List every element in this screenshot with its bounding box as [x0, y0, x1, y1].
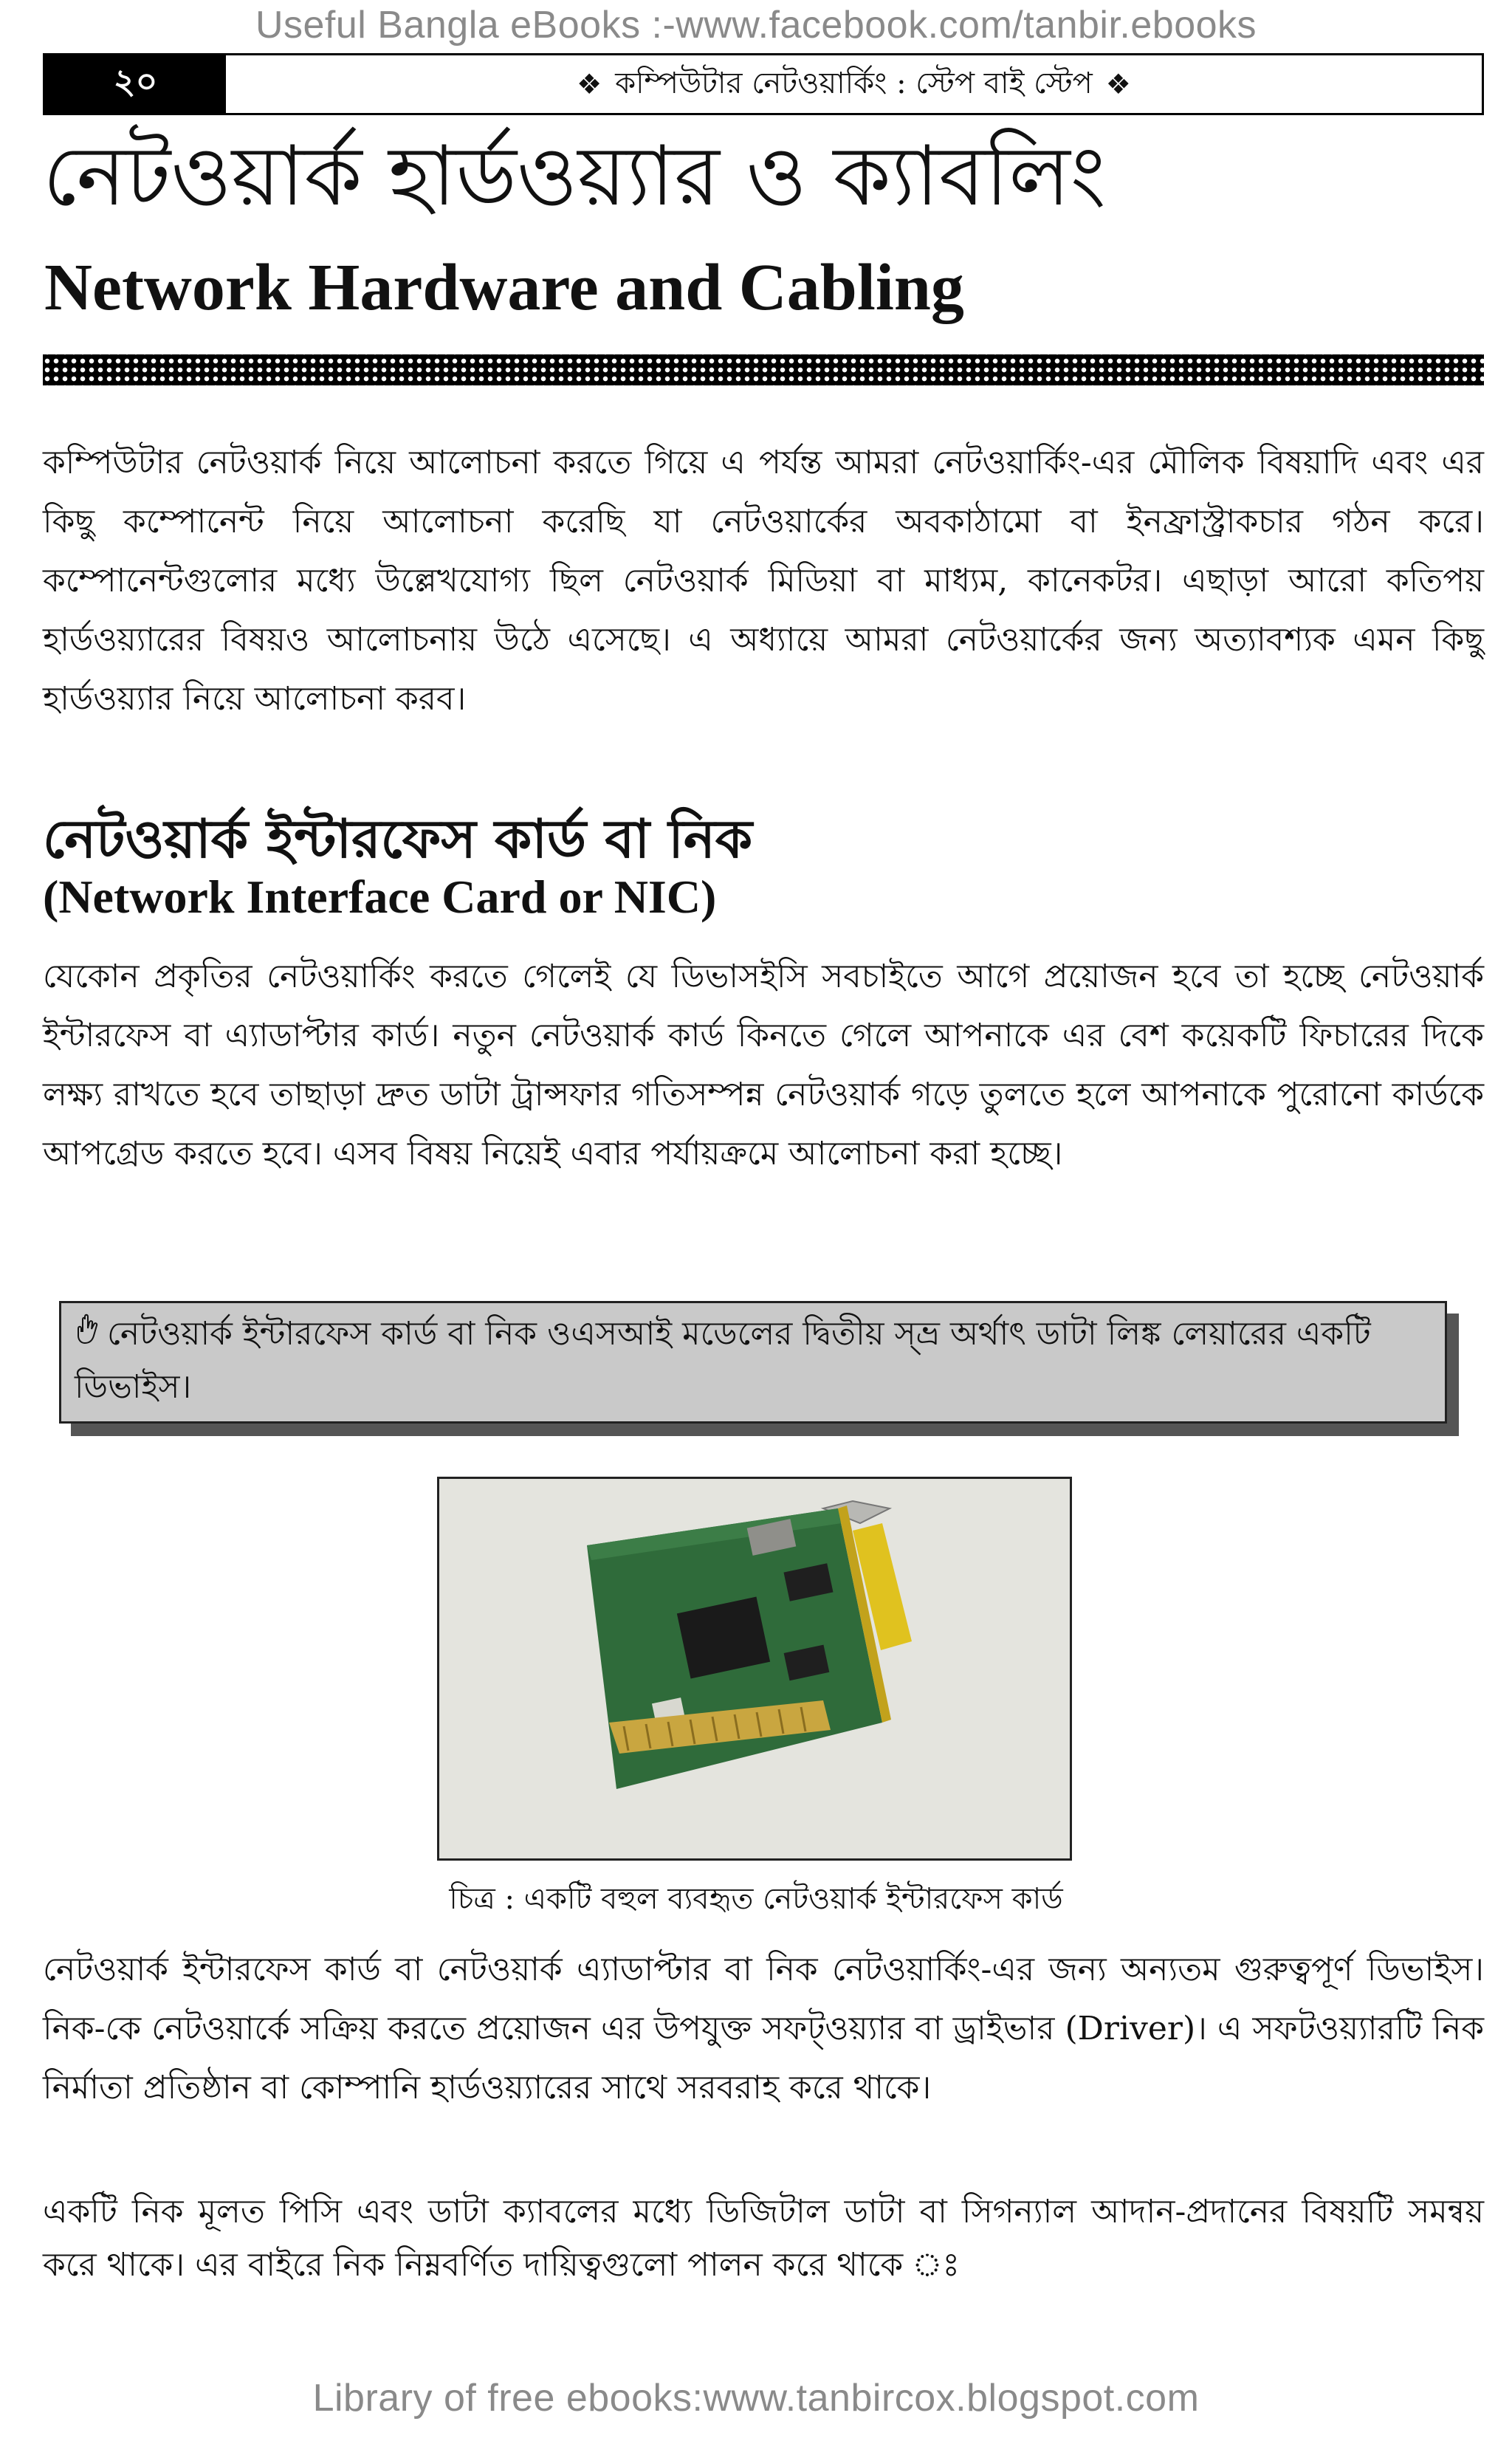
- running-title-block: [226, 55, 1482, 113]
- watermark-bottom: Library of free ebooks:www.tanbircox.blogspot.com: [312, 2377, 1200, 2420]
- nic-photo: [437, 1477, 1072, 1861]
- nic-intro-paragraph: যেকোন প্রকৃতির নেটওয়ার্কিং করতে গেলেই যে ডিভাসইসি সবচাইতে আগে প্রয়োজন হবে তা হচ্ছে নেটওয়ার্ক ইন্টারফেস বা এ্যাডাপ্টার কার্ড। নতুন নেটওয়ার্ক কার্ড কিনতে গেলে আপনাকে এর বেশ কয়েকটি ফিচারের দিকে লক্ষ্য রাখতে হবে তাছাড়া দ্রুত ডাটা ট্রান্সফার গতিসম্পন্ন নেটওয়ার্ক গড়ে তুলতে হলে আপনাকে পুরোনো কার্ডকে আপগ্রেড করতে হবে। এসব বিষয় নিয়েই এবার পর্যায়ক্রমে আলোচনা করা হচ্ছে।: [43, 958, 1484, 1172]
- nic-driver-paragraph: নেটওয়ার্ক ইন্টারফেস কার্ড বা নেটওয়ার্ক এ্যাডাপ্টার বা নিক নেটওয়ার্কিং-এর জন্য অন্যতম গুরুত্বপূর্ণ ডিভাইস। নিক-কে নেটওয়ার্কে সক্রিয় করতে প্রয়োজন এর উপযুক্ত সফট্ওয়্যার বা ড্রাইভার (Driver)। এ সফটওয়্যারটি নিক নির্মাতা প্রতিষ্ঠান বা কোম্পানি হার্ডওয়্যারের সাথে সরবরাহ করে থাকে।: [43, 1951, 1484, 2107]
- section-title-english: (Network Interface Card or NIC): [43, 871, 717, 923]
- ornament-right-icon: ❖: [1105, 68, 1131, 100]
- pointing-hand-icon: [75, 1308, 100, 1361]
- note-box: [59, 1301, 1447, 1424]
- chapter-title-bengali: নেটওয়ার্ক হার্ডওয়্যার ও ক্যাবলিং: [43, 128, 1106, 224]
- figure-caption: চিত্র : একটি বহুল ব্যবহৃত নেটওয়ার্ক ইন্টারফেস কার্ড: [449, 1882, 1063, 1916]
- watermark-top: Useful Bangla eBooks :-www.facebook.com/tanbir.ebooks: [255, 4, 1257, 47]
- ornament-left-icon: ❖: [577, 68, 602, 100]
- intro-paragraph: কম্পিউটার নেটওয়ার্ক নিয়ে আলোচনা করতে গিয়ে এ পর্যন্ত আমরা নেটওয়ার্কিং-এর মৌলিক বিষয়াদি এবং এর কিছু কম্পোনেন্ট নিয়ে আলোচনা করেছি যা নেটওয়ার্কের অবকাঠামো বা ইনফ্রাস্ট্রাকচার গঠন করে। কম্পোনেন্টগুলোর মধ্যে উল্লেখযোগ্য ছিল নেটওয়ার্ক মিডিয়া বা মাধ্যম, কানেকটর। এছাড়া আরো কতিপয় হার্ডওয়্যারের বিষয়ও আলোচনায় উঠে এসেছে। এ অধ্যায়ে আমরা নেটওয়ার্কের জন্য অত্যাবশ্যক এমন কিছু হার্ডওয়্যার নিয়ে আলোচনা করব।: [43, 444, 1484, 718]
- running-header: [43, 53, 1484, 115]
- chapter-title-english: Network Hardware and Cabling: [44, 251, 964, 324]
- section-title-bengali: নেটওয়ার্ক ইন্টারফেস কার্ড বা নিক: [43, 807, 753, 870]
- running-title: কম্পিউটার নেটওয়ার্কিং : স্টেপ বাই স্টেপ: [615, 66, 1093, 100]
- page-number: ২০: [45, 55, 226, 113]
- nic-function-paragraph: একটি নিক মূলত পিসি এবং ডাটা ক্যাবলের মধ্যে ডিজিটাল ডাটা বা সিগন্যাল আদান-প্রদানের বিষয়টি সমন্বয় করে থাকে। এর বাইরে নিক নিম্নবর্ণিত দায়িত্বগুলো পালন করে থাকে ঃ: [43, 2193, 1484, 2284]
- note-text: নেটওয়ার্ক ইন্টারফেস কার্ড বা নিক ওএসআই মডেলের দ্বিতীয় স্ভ্র অর্থাৎ ডাটা লিঙ্ক লেয়ারের একটি ডিভাইস।: [75, 1315, 1371, 1406]
- decorative-divider: [43, 354, 1484, 385]
